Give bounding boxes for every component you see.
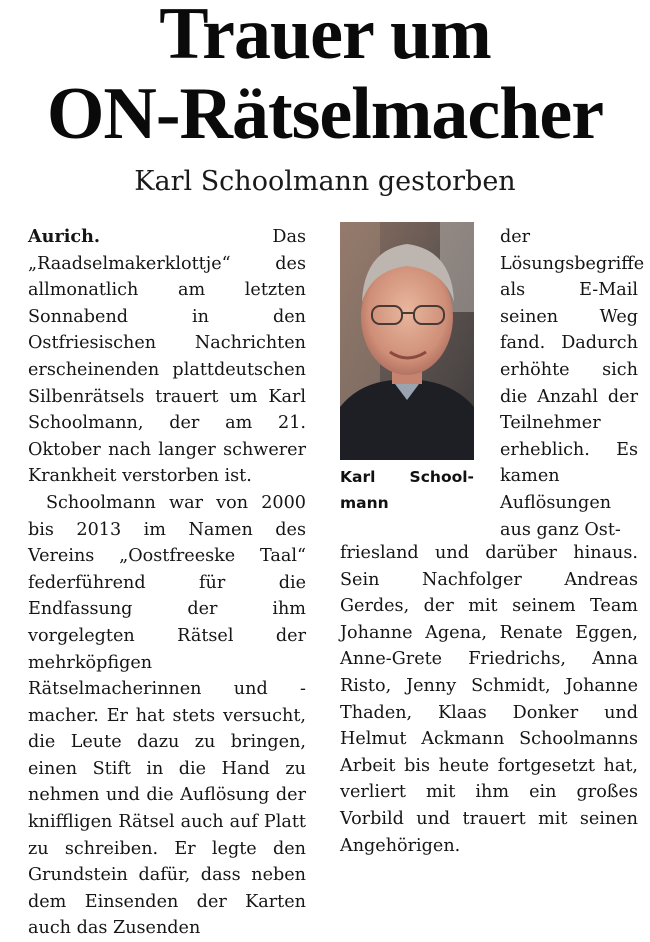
portrait-photo bbox=[340, 222, 474, 460]
subheadline: Karl Schoolmann gestorben bbox=[134, 166, 516, 197]
article-column-left bbox=[28, 224, 306, 942]
article-column-right-bottom bbox=[340, 540, 638, 859]
headline-line-1: Trauer um bbox=[159, 0, 491, 75]
portrait-image bbox=[340, 222, 474, 460]
headline-line-2: ON-Rätselmacher bbox=[46, 73, 604, 155]
article-paragraph-2: Schoolmann war von 2000 bis 2013 im Namen des Vereins „Oostfreeske Taal“ federführend für die Endfassung der ihm vorgelegten Rätsel der mehrköpfigen Rätselmacherinnen und -macher. Er hat stets versucht, die Leute dazu zu bringen, einen Stift in die Hand zu nehmen und die Auflösung der kniffligen Rätsel auch auf Platt zu schreiben. Er legte den Grundstein dafür, dass neben dem Einsenden der Karten auch das Zusenden bbox=[28, 492, 306, 939]
article-column-right-top bbox=[500, 224, 645, 543]
article-paragraph-3-start: der Lösungsbegriffe als E-Mail seinen Weg fand. Dadurch erhöhte sich die Anzahl der Teilnehmer erheblich. Es kamen Auflösungen aus ganz Ost- bbox=[500, 227, 645, 540]
paragraph-1-text: Das „Raadselmakerklottje“ des allmonatlich am letzten Sonnabend in den Ostfriesischen Nachrichten erscheinenden plattdeutschen Silbenrätsels trauert um Karl Schoolmann, der am 21. Oktober nach langer schwerer Krankheit verstorben ist. bbox=[28, 227, 306, 487]
photo-caption-line-1: Karl School- bbox=[340, 468, 474, 486]
article-paragraph-1 bbox=[28, 224, 306, 490]
photo-caption bbox=[340, 464, 474, 516]
article-paragraph-3-end: friesland und darüber hinaus. Sein Nachfolger Andreas Gerdes, der mit seinem Team Johanne Agena, Renate Eggen, Anne-Grete Friedrichs, Anna Risto, Jenny Schmidt, Johanne Thaden, Klaas Donker und Helmut Ackmann Schoolmanns Arbeit bis heute fortgesetzt hat, verliert mit ihm ein großes Vorbild und trauert mit seinen Angehörigen. bbox=[340, 543, 638, 856]
photo-caption-line-2: mann bbox=[340, 494, 389, 512]
dateline: Aurich. bbox=[28, 226, 101, 247]
